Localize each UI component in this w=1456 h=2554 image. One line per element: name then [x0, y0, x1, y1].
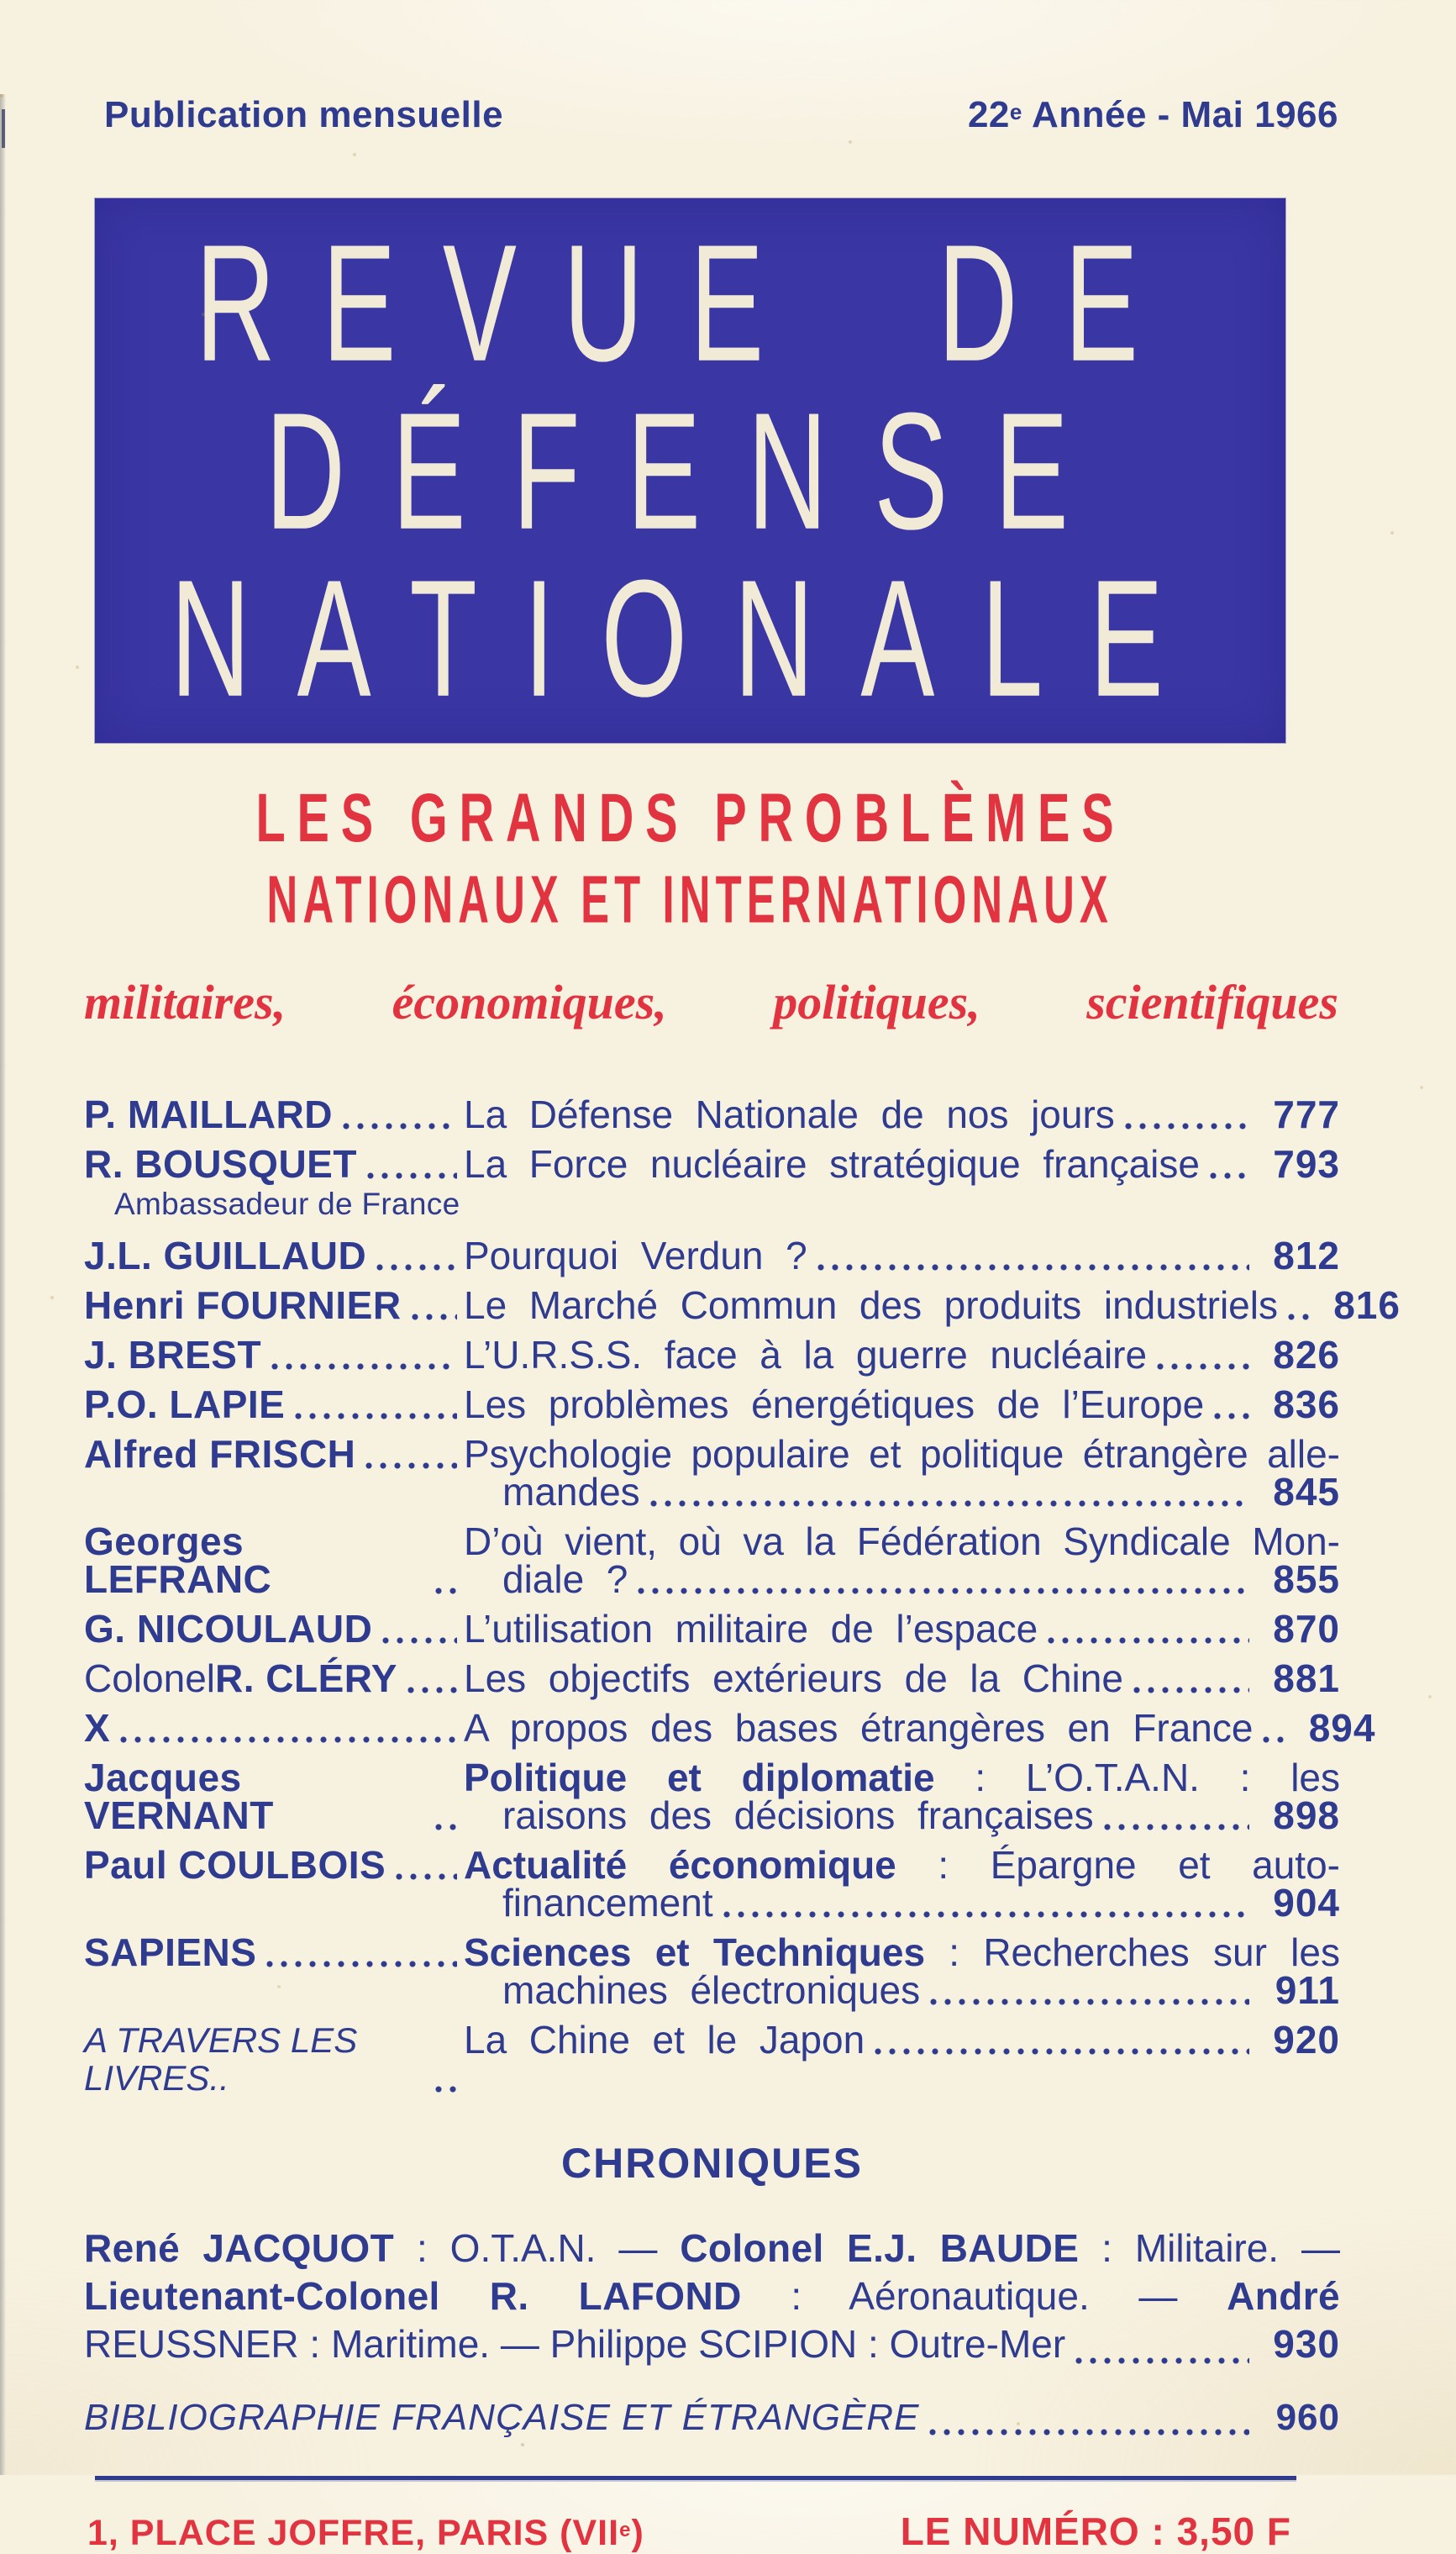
toc-row — [84, 1234, 1340, 1277]
toc-title — [464, 1234, 1340, 1277]
toc-author-name — [84, 1607, 464, 1651]
topic-word: économiques, — [392, 975, 667, 1029]
chroniques-line — [84, 2320, 1340, 2368]
toc-author-subtitle: Ambassadeur de France — [114, 1187, 460, 1221]
toc-author-name — [84, 1234, 464, 1277]
text-segment: Lieutenant-Colonel R. LAFOND — [84, 2274, 742, 2318]
toc-row — [84, 1756, 1341, 1837]
page-number: 911 — [1275, 1968, 1340, 2012]
text-segment: A propos des bases étrangères en France — [464, 1706, 1254, 1750]
page-number: 777 — [1273, 1093, 1340, 1136]
dot-leader — [435, 2083, 457, 2093]
toc-row — [84, 1607, 1340, 1651]
toc-title-line — [464, 2018, 1340, 2062]
issue-header — [104, 94, 1338, 136]
text-segment: financement — [502, 1881, 713, 1925]
toc-title-line — [464, 1557, 1340, 1601]
toc-title-text — [464, 1607, 1038, 1651]
text-segment: L’utilisation militaire de l’espace — [464, 1607, 1038, 1651]
toc-author — [84, 1093, 464, 1136]
page-number: 898 — [1273, 1793, 1340, 1837]
masthead-title-block — [95, 198, 1285, 743]
toc-author — [84, 1756, 464, 1837]
page-number: 870 — [1273, 1607, 1340, 1651]
masthead-line-2: DÉFENSE — [265, 377, 1116, 564]
publication-frequency: Publication mensuelle — [104, 94, 504, 135]
text-segment: Alfred FRISCH — [84, 1432, 356, 1476]
text-segment: Pourquoi Verdun ? — [464, 1234, 807, 1277]
issue-date: 22e Année - Mai 1966 — [967, 94, 1338, 135]
text-segment: : O.T.A.N. — — [394, 2226, 681, 2270]
ordinal-superscript: e — [1009, 99, 1022, 124]
text-segment: diale ? — [502, 1557, 628, 1601]
toc-title-text — [464, 1382, 1205, 1426]
text-segment: Psychologie populaire et politique étrangère alle- — [464, 1432, 1340, 1476]
toc-title-text — [502, 1881, 713, 1925]
toc-author — [84, 1656, 464, 1700]
toc-title-line — [464, 1881, 1340, 1925]
toc-title-text — [502, 1557, 628, 1601]
topic-word: militaires, — [84, 975, 286, 1029]
toc-author — [84, 1382, 464, 1426]
toc-author-name — [84, 1706, 464, 1750]
toc-title-line — [464, 1968, 1340, 2012]
toc-row — [84, 1706, 1376, 1750]
dot-leader — [1125, 1120, 1249, 1130]
scan-artifact-tick — [2, 109, 5, 148]
table-of-contents — [84, 1093, 1401, 2098]
dot-leader — [1157, 1361, 1249, 1371]
page-number: 930 — [1273, 2322, 1340, 2366]
toc-title-line — [464, 1706, 1376, 1750]
text-segment: J.L. GUILLAUD — [84, 1234, 367, 1277]
text-segment: REUSSNER — [84, 2322, 299, 2366]
chroniques-paragraph — [84, 2225, 1340, 2368]
toc-author — [84, 1142, 464, 1225]
toc-title-line — [464, 1234, 1340, 1277]
text-segment: La Chine et le Japon — [464, 2018, 865, 2062]
subtitle-banner — [95, 778, 1285, 938]
toc-author-name — [84, 1142, 464, 1186]
text-segment: Les objectifs extérieurs de la Chine — [464, 1656, 1123, 1700]
toc-title — [464, 1283, 1401, 1327]
toc-title-line — [464, 1843, 1340, 1887]
text-segment: La Force nucléaire stratégique française — [464, 1142, 1200, 1186]
text-segment: : Épargne et auto- — [896, 1843, 1340, 1887]
dot-leader — [1075, 2355, 1249, 2365]
toc-title-line — [464, 1283, 1401, 1327]
page-number: 960 — [1275, 2397, 1340, 2438]
page-number: 812 — [1273, 1234, 1340, 1277]
dot-leader — [412, 1311, 457, 1321]
toc-title-line — [464, 1093, 1340, 1136]
toc-title — [464, 1093, 1340, 1136]
dot-leader — [1288, 1311, 1310, 1321]
text-segment: P. MAILLARD — [84, 1093, 333, 1136]
text-segment: Jacques VERNANT — [84, 1756, 274, 1837]
dot-leader — [266, 1958, 457, 1968]
toc-title-text — [464, 1706, 1254, 1750]
toc-title — [464, 1142, 1340, 1186]
dot-leader — [365, 1460, 457, 1470]
toc-title-text — [464, 1234, 807, 1277]
toc-row — [84, 1142, 1340, 1225]
toc-title-text — [464, 2018, 865, 2062]
text-segment: mandes — [502, 1470, 640, 1514]
topic-word: scientifiques — [1086, 975, 1338, 1029]
dot-leader — [367, 1170, 457, 1180]
toc-author-name — [84, 1519, 464, 1601]
toc-title — [464, 1519, 1340, 1601]
footer-rule — [95, 2476, 1296, 2480]
text-segment: Sciences et Techniques — [464, 1930, 926, 1974]
text-segment: L’U.R.S.S. face à la guerre nucléaire — [464, 1333, 1148, 1377]
page-number: 826 — [1273, 1333, 1340, 1377]
text-segment: P.O. LAPIE — [84, 1382, 286, 1426]
dot-leader — [1210, 1170, 1249, 1180]
dot-leader — [1263, 1734, 1285, 1744]
toc-row — [84, 1432, 1340, 1514]
chroniques-heading: CHRONIQUES — [561, 2140, 863, 2187]
text-segment: : L’O.T.A.N. : les — [934, 1756, 1341, 1799]
text-segment: Politique et diplomatie — [464, 1756, 935, 1799]
toc-row — [84, 1519, 1340, 1601]
dot-leader — [396, 1871, 457, 1881]
toc-author-name — [84, 1382, 464, 1426]
toc-title-text — [464, 1093, 1115, 1136]
paper-speckles — [0, 94, 3, 97]
dot-leader — [1214, 1410, 1249, 1420]
toc-author-name — [84, 1432, 464, 1476]
toc-author — [84, 1234, 464, 1277]
text-segment: : Recherches sur les — [925, 1930, 1340, 1974]
bibliography-line — [84, 2397, 1340, 2439]
text-segment: La Défense Nationale de nos jours — [464, 1093, 1115, 1136]
toc-author — [84, 1432, 464, 1476]
dot-leader — [435, 1821, 457, 1831]
page-number: 894 — [1308, 1706, 1376, 1750]
toc-author-name — [84, 1756, 464, 1837]
subtitle-line-1: LES GRANDS PROBLÈMES — [255, 778, 1125, 857]
text-segment: Le Marché Commun des produits industriels — [464, 1283, 1278, 1327]
dot-leader — [376, 1261, 457, 1272]
dot-leader — [723, 1909, 1249, 1919]
text-segment: André — [1227, 2274, 1340, 2318]
toc-title-text — [464, 1333, 1148, 1377]
text-segment: Actualité économique — [464, 1843, 896, 1887]
toc-title-line — [464, 1432, 1340, 1476]
toc-title-line — [464, 1793, 1340, 1837]
dot-leader — [650, 1498, 1249, 1508]
text-segment: Les problèmes énergétiques de l’Europe — [464, 1382, 1205, 1426]
text-segment: A TRAVERS LES LIVRES.. — [84, 2020, 358, 2098]
text-segment: G. NICOULAUD — [84, 1607, 373, 1651]
toc-row — [84, 1843, 1340, 1925]
toc-title — [464, 2018, 1340, 2062]
dot-leader — [435, 1585, 457, 1595]
toc-row — [84, 1382, 1340, 1426]
toc-title — [464, 1756, 1341, 1837]
text-segment: R. CLÉRY — [215, 1656, 397, 1700]
text-segment: : Maritime. — — [298, 2322, 550, 2366]
text-segment: Colonel E.J. BAUDE — [680, 2226, 1080, 2270]
dot-leader — [295, 1410, 457, 1420]
subtitle-line-2: NATIONAUX ET INTERNATIONAUX — [266, 863, 1114, 938]
dot-leader — [271, 1361, 457, 1371]
toc-row — [84, 1333, 1340, 1377]
text-segment: raisons des décisions françaises — [502, 1793, 1094, 1837]
toc-title — [464, 1607, 1340, 1651]
issue-price: LE NUMÉRO : 3,50 F — [900, 2509, 1291, 2553]
toc-author — [84, 2021, 464, 2097]
bibliography-label: BIBLIOGRAPHIE FRANÇAISE ET ÉTRANGÈRE — [84, 2397, 920, 2438]
dot-leader — [638, 1585, 1249, 1595]
masthead-line-3: NATIONALE — [170, 545, 1211, 731]
text-segment: J. BREST — [84, 1333, 262, 1377]
topic-word: politiques, — [773, 975, 980, 1029]
toc-title-line — [464, 1930, 1340, 1974]
toc-title — [464, 1843, 1340, 1925]
toc-title — [464, 1656, 1340, 1700]
text-segment: René JACQUOT — [84, 2226, 395, 2270]
dot-leader — [407, 1684, 457, 1694]
footer — [87, 2509, 1291, 2554]
toc-title-line — [464, 1142, 1340, 1186]
dot-leader — [1104, 1821, 1249, 1831]
masthead-line-1: REVUE DE — [195, 210, 1185, 396]
dot-leader — [382, 1635, 457, 1645]
toc-author — [84, 1333, 464, 1377]
toc-title-text — [464, 1656, 1123, 1700]
toc-row — [84, 1093, 1340, 1136]
toc-row — [84, 1930, 1340, 2012]
toc-title — [464, 1333, 1340, 1377]
text-segment: SAPIENS — [84, 1930, 257, 1974]
toc-author — [84, 1283, 464, 1327]
toc-author-name — [84, 2021, 464, 2097]
toc-title-line — [464, 1519, 1340, 1563]
dot-leader — [1133, 1684, 1249, 1694]
dot-leader — [930, 1996, 1249, 2006]
toc-title-line — [464, 1607, 1340, 1651]
page-number: 836 — [1273, 1382, 1340, 1426]
page-number: 904 — [1273, 1881, 1340, 1925]
text-segment: X — [84, 1706, 111, 1750]
toc-author — [84, 1843, 464, 1887]
dot-leader — [343, 1120, 457, 1130]
text-segment: : Aéronautique. — — [741, 2274, 1227, 2318]
text-segment: R. BOUSQUET — [84, 1142, 357, 1186]
chroniques-line — [84, 2225, 1340, 2272]
toc-row — [84, 2018, 1340, 2098]
page-number: 855 — [1273, 1557, 1340, 1601]
toc-title — [464, 1432, 1340, 1514]
toc-author-name — [84, 1093, 464, 1136]
toc-title-line — [464, 1382, 1340, 1426]
dot-leader — [875, 2046, 1249, 2056]
page-number: 845 — [1273, 1470, 1340, 1514]
text-segment: : Militaire. — — [1079, 2226, 1340, 2270]
toc-title-text — [464, 1142, 1200, 1186]
dot-leader — [120, 1734, 457, 1744]
toc-title-text — [502, 1793, 1094, 1837]
toc-author-name — [84, 1656, 464, 1700]
scan-left-edge — [0, 94, 6, 2475]
topics-line — [84, 974, 1338, 1030]
toc-title — [464, 1930, 1340, 2012]
toc-row — [84, 1656, 1340, 1700]
toc-title-text — [502, 1968, 921, 2012]
dot-leader — [1048, 1635, 1249, 1645]
page-number: 881 — [1273, 1656, 1340, 1700]
toc-author-name — [84, 1283, 464, 1327]
text-segment: machines électroniques — [502, 1968, 921, 2012]
text-segment: : Outre-Mer — [857, 2322, 1066, 2366]
toc-author — [84, 1706, 464, 1750]
page-number: 793 — [1273, 1142, 1340, 1186]
text-segment: Philippe SCIPION — [549, 2322, 858, 2366]
toc-title-line — [464, 1756, 1341, 1799]
toc-author-name — [84, 1333, 464, 1377]
toc-author — [84, 1930, 464, 1974]
toc-title-text — [464, 1283, 1278, 1327]
toc-title — [464, 1706, 1376, 1750]
toc-title-line — [464, 1656, 1340, 1700]
toc-author-name — [84, 1930, 464, 1974]
text-segment: D’où vient, où va la Fédération Syndicale Mon- — [464, 1519, 1340, 1563]
text-segment: Henri FOURNIER — [84, 1283, 402, 1327]
text-segment: Colonel — [84, 1656, 215, 1700]
toc-author-name — [84, 1843, 464, 1887]
magazine-cover-page — [0, 94, 1456, 2553]
publisher-address: 1, PLACE JOFFRE, PARIS (VIIe) — [87, 2513, 644, 2553]
dot-leader — [817, 1261, 1249, 1272]
toc-title-line — [464, 1470, 1340, 1514]
text-segment: Paul COULBOIS — [84, 1843, 386, 1887]
toc-author — [84, 1519, 464, 1601]
chroniques-line — [84, 2272, 1340, 2320]
toc-row — [84, 1283, 1401, 1327]
dot-leader — [929, 2426, 1249, 2436]
toc-title-text — [502, 1470, 640, 1514]
toc-title — [464, 1382, 1340, 1426]
page-number: 816 — [1333, 1283, 1401, 1327]
toc-author — [84, 1607, 464, 1651]
text-segment: Georges LEFRANC — [84, 1519, 272, 1601]
page-number: 920 — [1273, 2018, 1340, 2062]
toc-title-line — [464, 1333, 1340, 1377]
